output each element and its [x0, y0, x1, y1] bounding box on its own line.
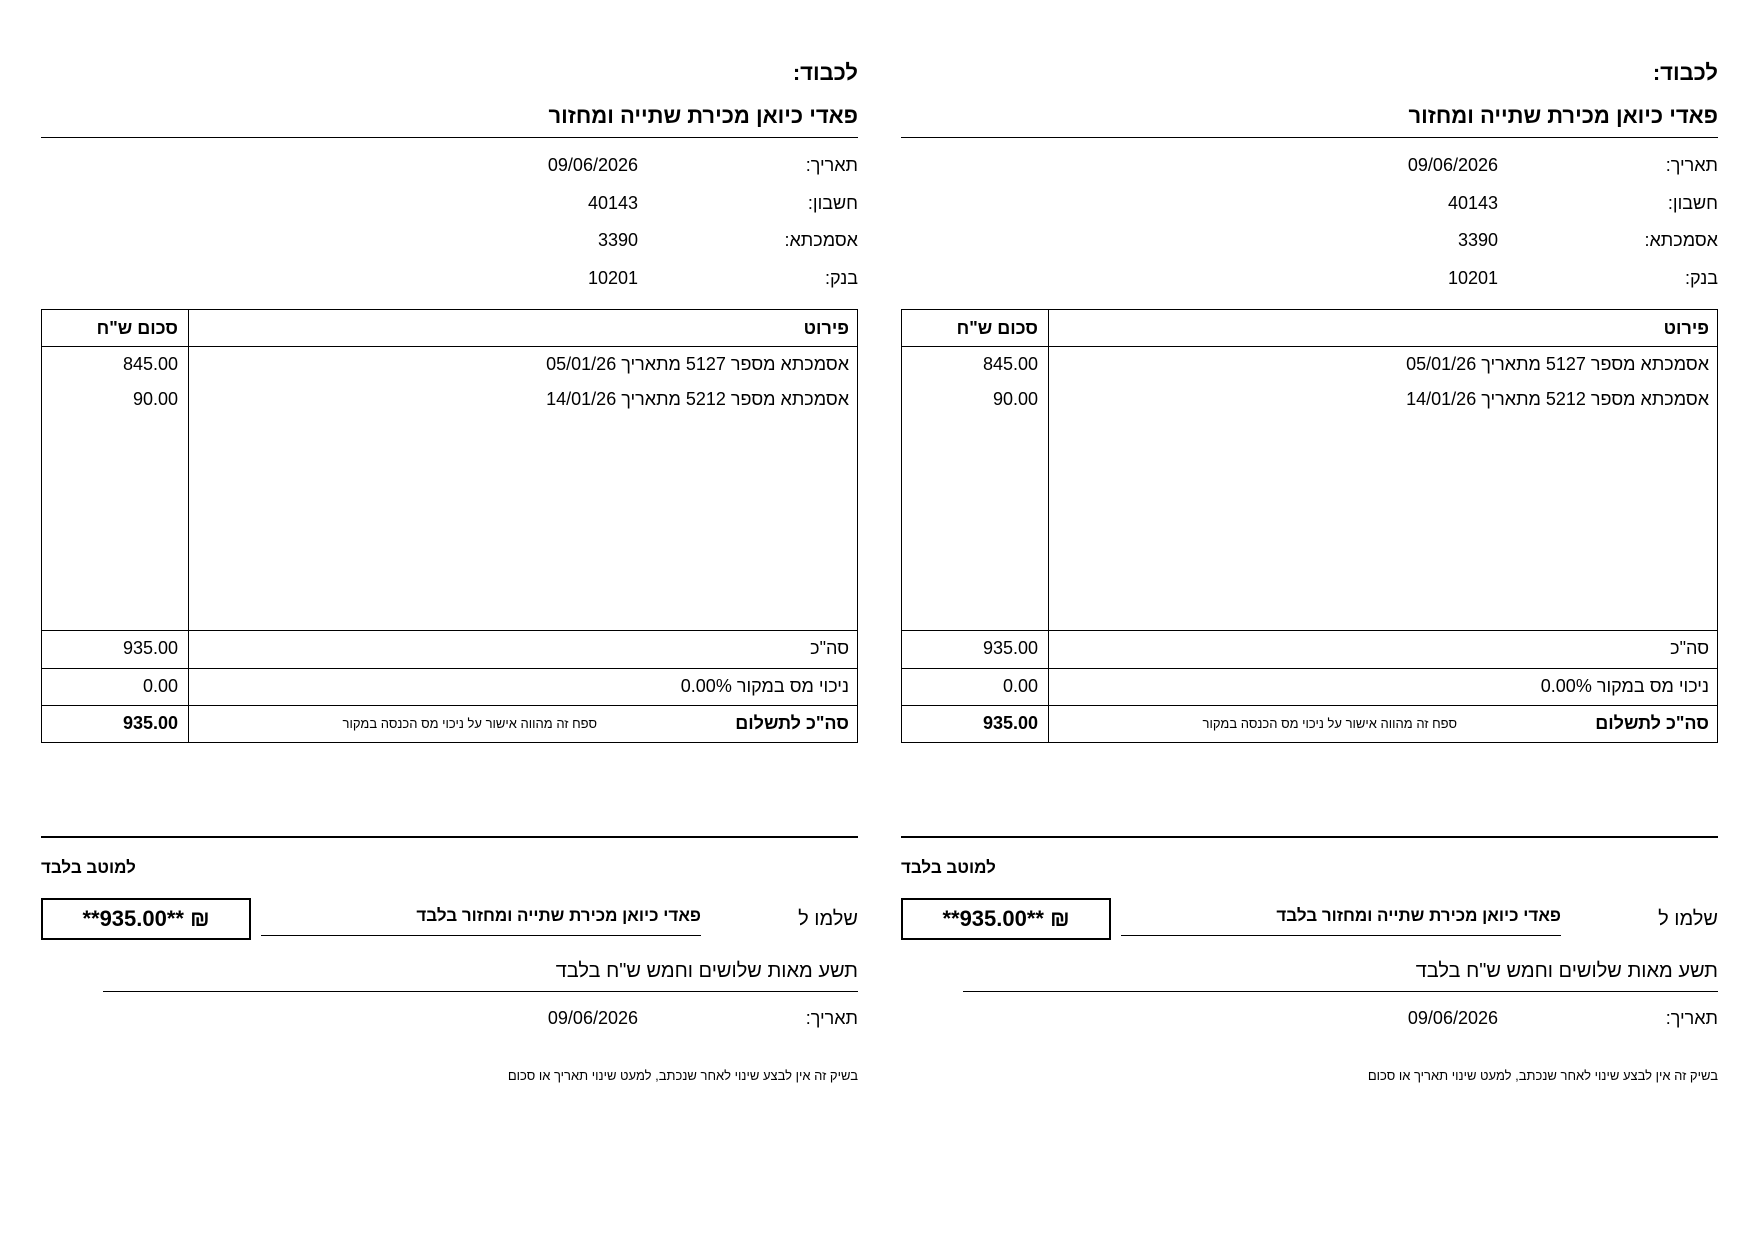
account-value: 40143: [587, 193, 638, 213]
bank-row: [41, 268, 858, 294]
check-footer-note: בשיק זה אין לבצע שינוי לאחר שנכתב, למעט שינוי תאריך או סכום: [507, 1068, 858, 1083]
document-copy-right: [901, 0, 1718, 1240]
tax-label: ניכוי מס במקור 0.00%: [680, 676, 849, 696]
check-amount-box: **935.00** ₪: [41, 898, 251, 940]
row-divider: [902, 630, 1717, 631]
pay-label: סה"כ לתשלום: [1595, 713, 1709, 733]
check-date-row: [41, 1008, 858, 1034]
pay-to-label: שלמו ל: [1658, 908, 1718, 930]
account-label: חשבון:: [807, 193, 858, 213]
reference-row: [41, 230, 858, 256]
header-desc: פירוט: [803, 318, 849, 338]
bank-label: בנק:: [1684, 268, 1718, 288]
amount-in-words: תשע מאות שלושים וחמש ש"ח בלבד: [963, 960, 1718, 992]
check-date-row: [901, 1008, 1718, 1034]
bank-value: 10201: [587, 268, 638, 288]
pay-to-label: שלמו ל: [798, 908, 858, 930]
tax-value: 0.00: [1002, 676, 1038, 696]
pay-value: 935.00: [122, 713, 178, 733]
pay-note: ספח זה מהווה אישור על ניכוי מס הכנסה במקור: [342, 716, 597, 731]
pay-value: 935.00: [982, 713, 1038, 733]
row-desc: אסמכתא מספר 5127 מתאריך 05/01/26: [546, 354, 849, 374]
check-divider: [901, 836, 1718, 838]
reference-value: 3390: [597, 230, 638, 250]
row-amount: 90.00: [992, 389, 1038, 409]
invoice-table: [41, 309, 858, 743]
date-value: 09/06/2026: [547, 155, 638, 175]
header-desc: פירוט: [1663, 318, 1709, 338]
bank-value: 10201: [1447, 268, 1498, 288]
row-divider: [42, 630, 857, 631]
reference-label: אסמכתא:: [784, 230, 858, 250]
row-amount: 845.00: [982, 354, 1038, 374]
check-footer-note: בשיק זה אין לבצע שינוי לאחר שנכתב, למעט שינוי תאריך או סכום: [1367, 1068, 1718, 1083]
account-row: [901, 193, 1718, 219]
amount-in-words: תשע מאות שלושים וחמש ש"ח בלבד: [103, 960, 858, 992]
row-divider: [42, 346, 857, 347]
account-label: חשבון:: [1667, 193, 1718, 213]
account-value: 40143: [1447, 193, 1498, 213]
beneficiary-only: למוטב בלבד: [901, 858, 996, 877]
row-divider: [902, 346, 1717, 347]
pay-label: סה"כ לתשלום: [735, 713, 849, 733]
total-value: 935.00: [982, 638, 1038, 658]
check-date-label: תאריך:: [1665, 1008, 1718, 1028]
row-divider: [42, 705, 857, 706]
row-amount: 90.00: [132, 389, 178, 409]
pay-to-name: פאדי כיואן מכירת שתייה ומחזור בלבד: [1121, 906, 1561, 936]
check-divider: [41, 836, 858, 838]
check-amount-box: **935.00** ₪: [901, 898, 1111, 940]
document-copy-left: [41, 0, 858, 1240]
beneficiary-only: למוטב בלבד: [41, 858, 136, 877]
date-label: תאריך:: [1665, 155, 1718, 175]
total-label: סה"כ: [810, 638, 849, 658]
row-divider: [902, 668, 1717, 669]
tax-value: 0.00: [142, 676, 178, 696]
header-amount: סכום ש"ח: [956, 318, 1038, 338]
row-divider: [42, 668, 857, 669]
date-label: תאריך:: [805, 155, 858, 175]
row-desc: אסמכתא מספר 5212 מתאריך 14/01/26: [1406, 389, 1709, 409]
header-divider: [901, 137, 1718, 138]
row-desc: אסמכתא מספר 5127 מתאריך 05/01/26: [1406, 354, 1709, 374]
tax-label: ניכוי מס במקור 0.00%: [1540, 676, 1709, 696]
row-amount: 845.00: [122, 354, 178, 374]
pay-to-name: פאדי כיואן מכירת שתייה ומחזור בלבד: [261, 906, 701, 936]
row-desc: אסמכתא מספר 5212 מתאריך 14/01/26: [546, 389, 849, 409]
check-date-value: 09/06/2026: [1407, 1008, 1498, 1028]
payee-name: פאדי כיואן מכירת שתייה ומחזור: [1408, 103, 1718, 128]
header-amount: סכום ש"ח: [96, 318, 178, 338]
account-row: [41, 193, 858, 219]
reference-value: 3390: [1457, 230, 1498, 250]
to-label: לכבוד:: [1652, 60, 1718, 85]
bank-label: בנק:: [824, 268, 858, 288]
total-label: סה"כ: [1670, 638, 1709, 658]
bank-row: [901, 268, 1718, 294]
check-date-label: תאריך:: [805, 1008, 858, 1028]
header-divider: [41, 137, 858, 138]
reference-row: [901, 230, 1718, 256]
date-row: [41, 155, 858, 181]
reference-label: אסמכתא:: [1644, 230, 1718, 250]
column-divider: [188, 310, 189, 742]
date-row: [901, 155, 1718, 181]
date-value: 09/06/2026: [1407, 155, 1498, 175]
pay-note: ספח זה מהווה אישור על ניכוי מס הכנסה במקור: [1202, 716, 1457, 731]
invoice-table: [901, 309, 1718, 743]
to-label: לכבוד:: [792, 60, 858, 85]
row-divider: [902, 705, 1717, 706]
total-value: 935.00: [122, 638, 178, 658]
column-divider: [1048, 310, 1049, 742]
check-date-value: 09/06/2026: [547, 1008, 638, 1028]
payee-name: פאדי כיואן מכירת שתייה ומחזור: [548, 103, 858, 128]
